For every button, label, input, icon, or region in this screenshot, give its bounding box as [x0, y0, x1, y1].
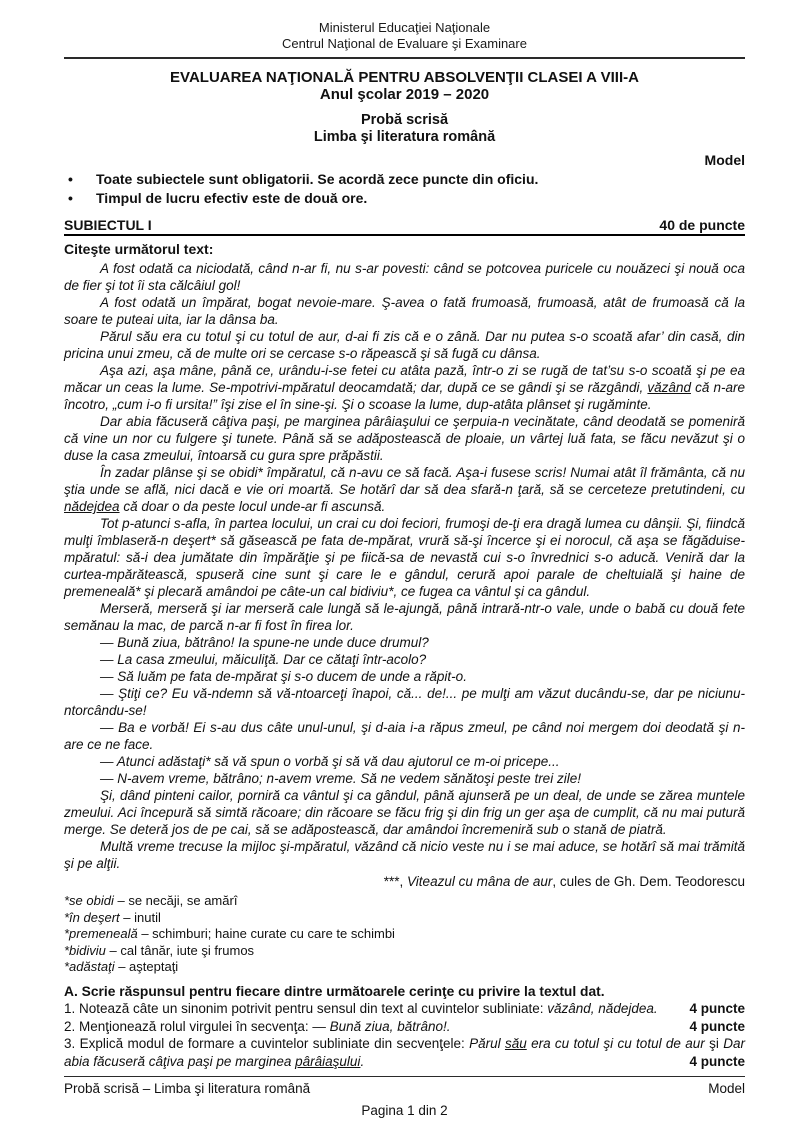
story-paragraph [64, 362, 745, 413]
subject-1-label: SUBIECTUL I [64, 217, 152, 233]
text-run: În zadar plânse şi se obidi* împăratul, că n-avu ce să facă. Aşa-i fusese scris! Numai atât îl frământa, că nu ştia unde se află, nici dacă e vie ori moartă. Se hotărî dar să dea sfară-n ţară, să se cerceteze pretutindeni, cu [64, 465, 745, 497]
exam-title [64, 69, 745, 103]
story-paragraph [64, 464, 745, 515]
question-item [64, 1018, 745, 1036]
story-paragraph [64, 651, 745, 668]
text-run: — Bună ziua, bătrâno! Ia spune-ne unde duce drumul? [100, 635, 429, 650]
footnote-item [64, 893, 745, 910]
text-run: văzând, nădejdea. [547, 1001, 658, 1016]
model-label: Model [704, 152, 745, 168]
question-points: 4 puncte [683, 1018, 745, 1036]
text-run: Tot p-atunci s-afla, în partea locului, un crai cu doi feciori, frumoşi de-ţi era dragă lumea cu dânşii. Şi, fiindcă mulţi îmblaseră-n deşert* să găsească pe fata de-mpărat, vrură să-şi încerce şi ei norocul, că aşa se făgăduise-mpăratul: să-i dea jumătate din împărăţie şi pe fiică-sa de nevastă cui s-o învrednici s-o aducă. Veniră dar la curtea-mpărătească, spuseră cine sunt şi care le e gândul, cerură apoi parale de cheltuială şi haine de premeneală* şi plecară amândoi pe câte-un cal bidiviu*, ce fugea ca vântul şi ca gândul. [64, 516, 745, 599]
text-run: — Bună ziua, bătrâno!. [312, 1018, 451, 1034]
story-paragraph [64, 685, 745, 719]
story-paragraph [64, 838, 745, 872]
text-run: – se necăji, se amărî [113, 893, 238, 908]
exam-title-line2: Anul şcolar 2019 – 2020 [319, 86, 490, 103]
text-run: Şi, dând pinteni cailor, porniră ca vântul şi ca gândul, până ajunseră pe un deal, de unde se zărea muntele zmeului. Aci începură să simtă răcoare; din răcoare se făcu frig şi din frig un ger aşa de cumplit, că nu mai putură merge. Se deteră jos de pe cai, să se adăpostească, dar amândoi încremeniră sub o stană de piatră. [64, 788, 745, 837]
story-paragraph [64, 770, 745, 787]
story-text [64, 260, 745, 872]
text-run: A fost odată un împărat, bogat nevoie-mare. Ş-avea o fată frumoasă, frumoasă, atât de frumoasă că la soare te puteai uita, iar la dânsa ba. [64, 295, 745, 327]
text-run: Părul său era cu totul şi cu totul de aur, d-ai fi zis că e o zână. Dar nu putea s-o scoată afar’ din casă, din pricina unui zmeu, că de multe ori se cercase s-o răpească şi să fugă cu dânsa. [64, 329, 745, 361]
source-attribution [64, 873, 745, 890]
text-run: — Ba e vorbă! Ei s-au dus câte unul-unul, şi d-aia i-a răpus zmeul, pe când noi mergem doi deodată şi n-are ce ne face. [64, 720, 745, 752]
read-prompt: Citeşte următorul text: [64, 241, 214, 257]
text-run: văzând [647, 380, 691, 395]
text-run: Aşa azi, aşa mâne, până ce, urându-i-se fetei cu atâta pază, într-o zi se rugă de tat’su s-o scoată şi pe ea măcar un ceas la lume. Se-mpotrivi-mpăratul deocamdată; dar, după ce se gândi şi se răzgândi, [64, 363, 745, 395]
question-item [64, 1000, 745, 1018]
question-item [64, 1035, 745, 1070]
story-paragraph [64, 668, 745, 685]
footnotes [64, 893, 745, 976]
rule-item-1 [64, 170, 745, 189]
text-run: — La casa zmeului, măiculiţă. Dar ce cătaţi într-acolo? [100, 652, 427, 667]
ministry-name: Ministerul Educaţiei Naţionale [318, 20, 491, 35]
bullet-icon: • [68, 171, 73, 187]
exam-subtitle-line2: Limba şi literatura română [313, 129, 496, 145]
footer-divider [64, 1076, 745, 1077]
text-run: , cules de Gh. Dem. Teodorescu [552, 874, 745, 889]
story-paragraph [64, 328, 745, 362]
text-run: – aşteptaţi [114, 959, 179, 974]
section-a [64, 983, 745, 1071]
text-run: ***, [383, 874, 408, 889]
footer-model-label: Model [708, 1081, 745, 1096]
text-run: — Să luăm pe fata de-mpărat şi s-o ducem de unde a răpit-o. [100, 669, 467, 684]
footer-left: Probă scrisă – Limba şi literatura română [64, 1081, 311, 1096]
rule-text-2: Timpul de lucru efectiv este de două ore. [96, 190, 368, 206]
text-run: — Atunci adăstaţi* să vă spun o vorbă şi să vă dau ajutorul ce m-oi pricepe... [100, 754, 560, 769]
text-run: său [504, 1036, 527, 1051]
question-points: 4 puncte [683, 1053, 745, 1071]
footnote-item [64, 926, 745, 943]
text-run: . [360, 1053, 365, 1069]
story-paragraph [64, 260, 745, 294]
story-paragraph [64, 294, 745, 328]
text-run: *premeneală [64, 926, 138, 941]
exam-subtitle-line1: Probă scrisă [360, 112, 449, 128]
text-run: şi [704, 1036, 724, 1051]
text-run: Multă vreme trecuse la mijloc şi-mpăratul, văzând că nicio veste nu i se mai aduce, se hotărî să mai trămită şi pe alţii. [64, 839, 745, 871]
text-run: A fost odată ca niciodată, când n-ar fi, nu s-ar povesti: când se potcovea puricele cu nouăzeci şi nouă oca de fier şi tot îi sta călcâiul gol! [64, 261, 745, 293]
text-run: Dar abia făcuseră câţiva paşi pe marginea [64, 1036, 745, 1069]
text-run: *în deşert [64, 909, 120, 925]
rule-text-1: Toate subiectele sunt obligatorii. Se acordă zece puncte din oficiu. [96, 171, 539, 187]
story-paragraph [64, 515, 745, 600]
footnote-item [64, 943, 745, 960]
text-run: Părul [469, 1036, 505, 1051]
text-run: — Ştiţi ce? Eu vă-ndemn să vă-ntoarceţi înapoi, că... de!... pe mulţi am văzut ducându-se, dar pe niciunu-ntorcându-se! [64, 686, 745, 718]
text-run: 3. Explică modul de formare a cuvintelor subliniate din secvenţele: [64, 1036, 470, 1051]
text-run: că doar o da peste locul unde-ar fi ascunsă. [119, 499, 386, 514]
text-run: – inutil [119, 909, 161, 925]
page-number: Pagina 1 din 2 [361, 1103, 448, 1118]
story-paragraph [64, 634, 745, 651]
exam-subtitle [64, 112, 745, 146]
text-run: era cu totul şi cu totul de aur [526, 1036, 705, 1051]
text-run: — N-avem vreme, bătrâno; n-avem vreme. Să ne vedem sănătoşi peste trei zile! [100, 771, 581, 786]
footnote-item [64, 910, 745, 927]
text-run: *bidiviu [64, 942, 106, 958]
text-run: *se obidi [64, 893, 114, 908]
ministry-header [64, 20, 745, 52]
text-run: nădejdea [64, 499, 120, 514]
text-run: *adăstaţi [64, 959, 115, 974]
section-a-heading: A. Scrie răspunsul pentru fiecare dintre următoarele cerinţe cu privire la textul dat. [64, 983, 605, 999]
bullet-icon: • [68, 190, 73, 206]
story-paragraph [64, 753, 745, 770]
question-points: 4 puncte [683, 1000, 745, 1018]
story-paragraph [64, 600, 745, 634]
subject-1-points: 40 de puncte [659, 217, 745, 233]
story-paragraph [64, 719, 745, 753]
story-paragraph [64, 787, 745, 838]
rule-item-2 [64, 189, 745, 208]
question-list [64, 1000, 745, 1070]
story-paragraph [64, 413, 745, 464]
text-run: – cal tânăr, iute şi frumos [105, 942, 255, 958]
text-run: Dar abia făcuseră câţiva paşi, pe marginea pârâiaşului ce şerpuia-n vecinătate, când deodată se pomeniră că vine un nor cu fulgere şi tunete. Până să se adăpostească de ploaie, un vârtej luă fata, se făcu nevăzut şi o duse la casa zmeului, întoarsă cu gura spre prăpăstii. [64, 414, 745, 463]
text-run: Merseră, merseră şi iar merseră cale lungă să le-ajungă, până intrară-ntr-o vale, unde o babă cu două fete semănau la mac, de parcă n-ar fi fost în firea lor. [64, 601, 745, 633]
page-footer [64, 1080, 745, 1097]
exam-rules-list [64, 170, 745, 208]
text-run: pârâiaşului [295, 1053, 361, 1069]
exam-title-line1: EVALUAREA NAŢIONALĂ PENTRU ABSOLVENŢII CLASEI A VIII-A [170, 69, 639, 86]
text-run: 1. Notează câte un sinonim potrivit pentru sensul din text al cuvintelor subliniate: [64, 1001, 548, 1016]
evaluation-center-name: Centrul Naţional de Evaluare şi Examinare [282, 36, 527, 51]
subject-1-header [64, 217, 745, 236]
header-divider [64, 57, 745, 59]
text-run: 2. Menţionează rolul virgulei în secvenţa: [64, 1018, 313, 1034]
text-run: că n-are încotro, „cum i-o fi ursita!” îşi zise el în sine-şi. Şi o scoase la lume, dup-atâta plânset şi rugăminte. [64, 380, 745, 412]
text-run: – schimburi; haine curate cu care te schimbi [137, 926, 395, 941]
text-run: Viteazul cu mâna de aur [407, 874, 553, 889]
footnote-item [64, 959, 745, 976]
